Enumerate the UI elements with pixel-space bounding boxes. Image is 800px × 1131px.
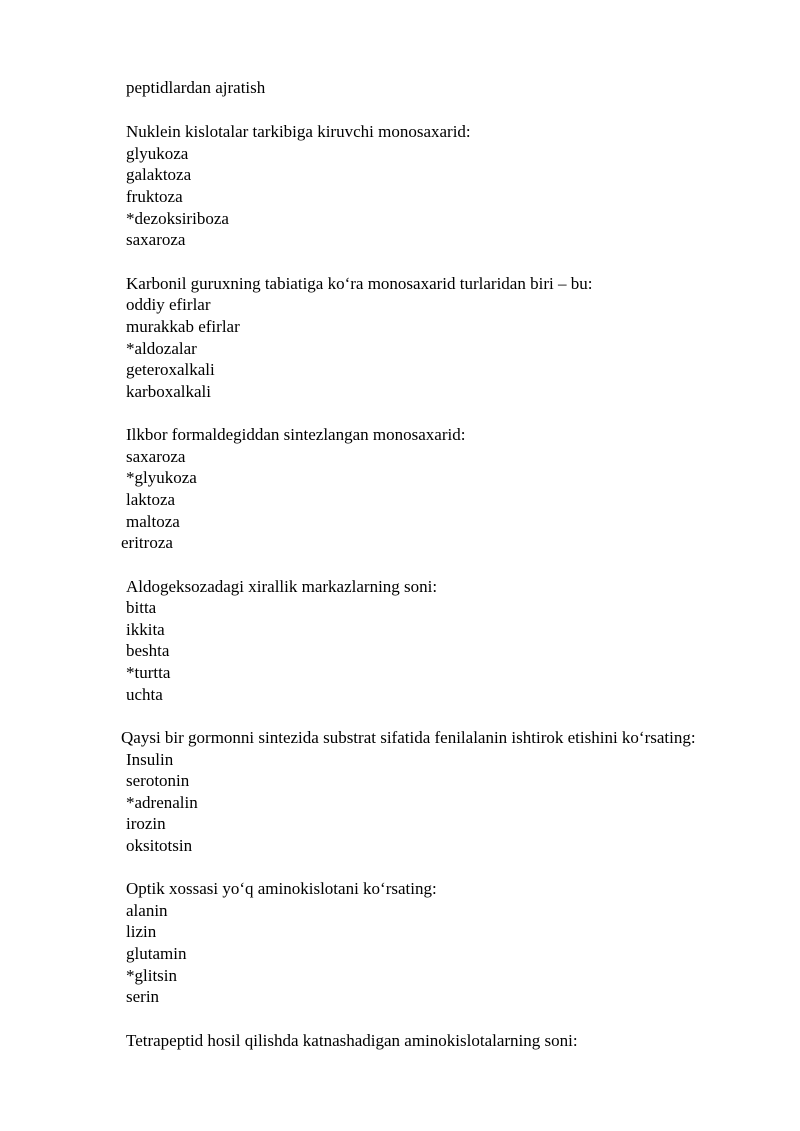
answer-option-correct: *adrenalin xyxy=(126,793,198,812)
question-prompt: Tetrapeptid hosil qilishda katnashadigan aminokislotalarning soni: xyxy=(126,1031,578,1050)
question-prompt: Karbonil guruxning tabiatiga ko‘ra monosaxarid turlaridan biri – bu: xyxy=(126,274,593,293)
answer-option: glutamin xyxy=(126,944,187,963)
answer-option: serotonin xyxy=(126,771,190,790)
question-prompt: Ilkbor formaldegiddan sintezlangan monosaxarid: xyxy=(126,425,466,444)
answer-option-correct: *glitsin xyxy=(126,966,178,985)
answer-option: saxaroza xyxy=(126,230,186,249)
answer-option: maltoza xyxy=(126,512,180,531)
answer-option: glyukoza xyxy=(126,144,189,163)
answer-option-correct: *turtta xyxy=(126,663,171,682)
question-prompt: Qaysi bir gormonni sintezida substrat sifatida fenilalanin ishtirok etishini ko‘rsating: xyxy=(121,728,696,747)
answer-option: serin xyxy=(126,987,160,1006)
answer-option: ikkita xyxy=(126,620,165,639)
answer-option: oddiy efirlar xyxy=(126,295,211,314)
answer-option: eritroza xyxy=(121,533,173,552)
answer-option: galaktoza xyxy=(126,165,192,184)
answer-option: laktoza xyxy=(126,490,176,509)
answer-option: lizin xyxy=(126,922,157,941)
answer-option: Insulin xyxy=(126,750,174,769)
answer-option: beshta xyxy=(126,641,170,660)
question-prompt: Optik xossasi yo‘q aminokislotani ko‘rsating: xyxy=(126,879,437,898)
answer-option: karboxalkali xyxy=(126,382,211,401)
answer-option: fruktoza xyxy=(126,187,183,206)
intro-line: peptidlardan ajratish xyxy=(126,78,266,97)
answer-option-correct: *aldozalar xyxy=(126,339,197,358)
answer-option-correct: *dezoksiriboza xyxy=(126,209,229,228)
question-prompt: Nuklein kislotalar tarkibiga kiruvchi monosaxarid: xyxy=(126,122,471,141)
answer-option-correct: *glyukoza xyxy=(126,468,197,487)
answer-option: murakkab efirlar xyxy=(126,317,240,336)
answer-option: uchta xyxy=(126,685,163,704)
question-prompt: Aldogeksozadagi xirallik markazlarning soni: xyxy=(126,577,438,596)
answer-option: geteroxalkali xyxy=(126,360,215,379)
answer-option: irozin xyxy=(126,814,166,833)
answer-option: saxaroza xyxy=(126,447,186,466)
answer-option: oksitotsin xyxy=(126,836,193,855)
answer-option: bitta xyxy=(126,598,157,617)
answer-option: alanin xyxy=(126,901,168,920)
